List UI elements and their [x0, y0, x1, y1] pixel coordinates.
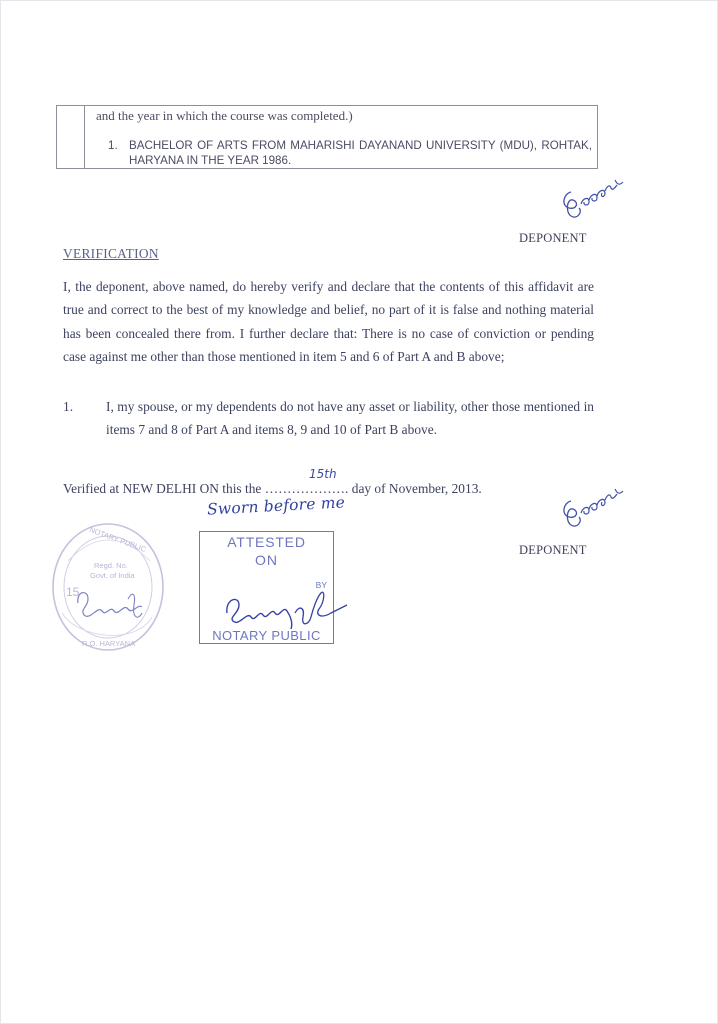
handwritten-sworn-note: Sworn before me	[206, 493, 346, 519]
deponent-label-top: DEPONENT	[519, 231, 587, 245]
deponent-signature-bottom	[557, 485, 627, 531]
stamp-on: ON	[255, 552, 278, 568]
course-note: and the year in which the course was completed.)	[96, 108, 353, 123]
verified-prefix: Verified at NEW DELHI ON this the	[63, 481, 262, 496]
handwritten-day: 15th	[309, 467, 337, 481]
list-item-number: 1.	[63, 399, 74, 414]
seal-inner-line-1: Regd. No.	[94, 561, 128, 570]
stamp-attested: ATTESTED	[227, 534, 306, 550]
course-item-number: 1.	[108, 139, 118, 152]
stamp-by: BY	[315, 580, 327, 590]
verified-blank: ……………….	[264, 481, 349, 496]
course-table	[56, 105, 598, 169]
seal-inner-line-2: Govt. of India	[90, 571, 135, 580]
seal-place: R.O. HARYANA	[82, 639, 136, 648]
stamp-notary-public: NOTARY PUBLIC	[212, 628, 321, 643]
seal-number: 15	[66, 585, 80, 599]
course-item-text: BACHELOR OF ARTS FROM MAHARISHI DAYANAND UNIVERSITY (MDU), ROHTAK, HARYANA IN THE YEAR 1986.	[129, 139, 592, 167]
verification-paragraph: I, the deponent, above named, do hereby verify and declare that the contents of this affidavit are true and correct to the best of my knowledge and belief, no part of it is false and nothing material has been concealed there from. I further declare that: There is no case of conviction or pending case against me other than those mentioned in item 5 and 6 of Part A and B above;	[63, 279, 594, 364]
verified-suffix: day of November, 2013.	[351, 481, 482, 496]
course-list-item	[108, 138, 592, 168]
notary-signature	[221, 583, 349, 633]
deponent-signature-top	[557, 176, 627, 222]
verification-title: VERIFICATION	[63, 246, 159, 261]
verification-list-item	[63, 396, 594, 441]
table-main-column	[84, 106, 597, 168]
deponent-label-bottom: DEPONENT	[519, 543, 587, 557]
table-left-column	[57, 106, 85, 168]
notary-seal	[48, 521, 166, 655]
list-item-text: I, my spouse, or my dependents do not have any asset or liability, other those mentioned in items 7 and 8 of Part A and items 8, 9 and 10 of Part B above.	[106, 399, 594, 437]
seal-ring-text: NOTARY PUBLIC	[88, 525, 148, 554]
